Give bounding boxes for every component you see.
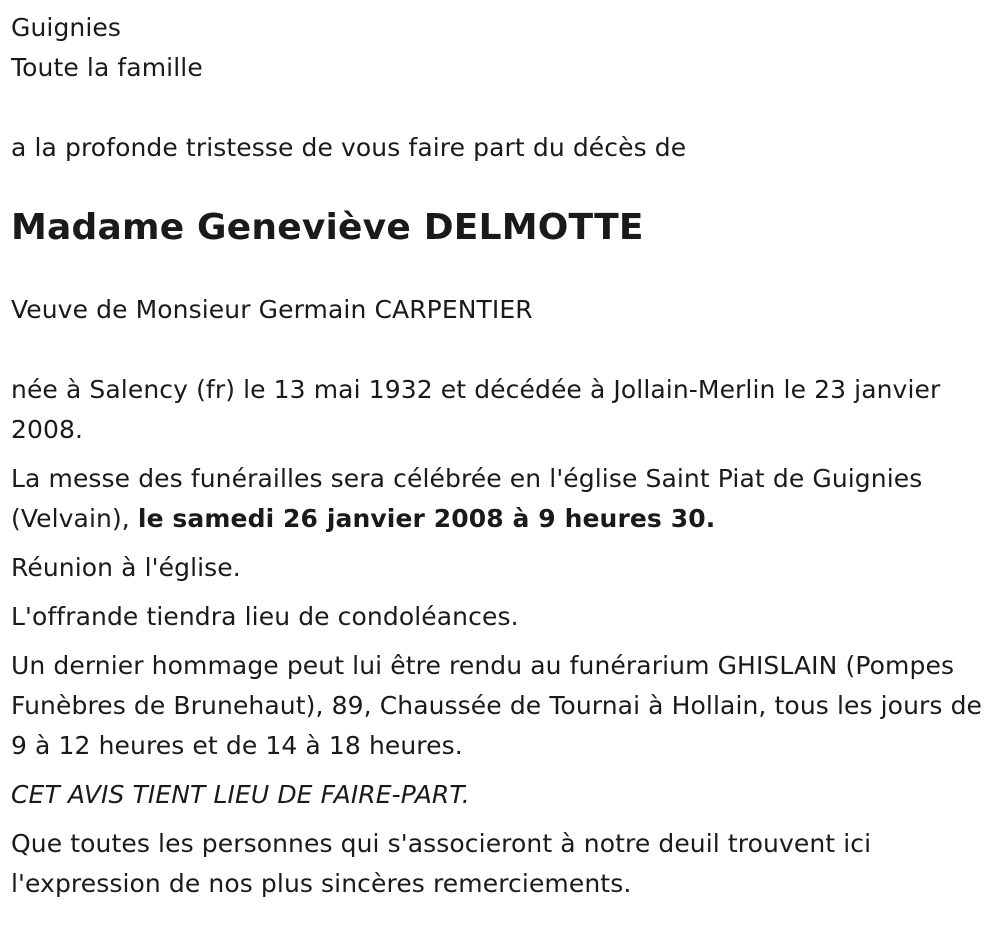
deceased-name: Madame Geneviève DELMOTTE <box>11 207 644 248</box>
family-line: Toute la famille <box>11 53 203 82</box>
notice-text: CET AVIS TIENT LIEU DE FAIRE-PART. <box>11 780 470 809</box>
birth-death-text: née à Salency (fr) le 13 mai 1932 et décédée à Jollain-Merlin le 23 janvier 2008. <box>11 375 941 444</box>
funeral-paragraph <box>11 459 986 539</box>
funeral-intro: La messe des funérailles sera célébrée en l'église Saint Piat de Guignies (Velvain), <box>11 464 923 533</box>
widow-of-line: Veuve de Monsieur Germain CARPENTIER <box>11 295 533 324</box>
thanks-text: Que toutes les personnes qui s'associeront à notre deuil trouvent ici l'expression de nos plus sincères remerciements. <box>11 829 872 898</box>
funeral-datetime: le samedi 26 janvier 2008 à 9 heures 30. <box>137 504 716 533</box>
meeting-text: Réunion à l'église. <box>11 553 241 582</box>
tribute-text: Un dernier hommage peut lui être rendu au funérarium GHISLAIN (Pompes Funèbres de Brunehaut), 89, Chaussée de Tournai à Hollain, tous les jours de 9 à 12 heures et de 14 à 18 heures. <box>11 651 983 760</box>
place-name: Guignies <box>11 13 122 42</box>
announcement-text: a la profonde tristesse de vous faire part du décès de <box>11 133 687 162</box>
offering-text: L'offrande tiendra lieu de condoléances. <box>11 602 519 631</box>
